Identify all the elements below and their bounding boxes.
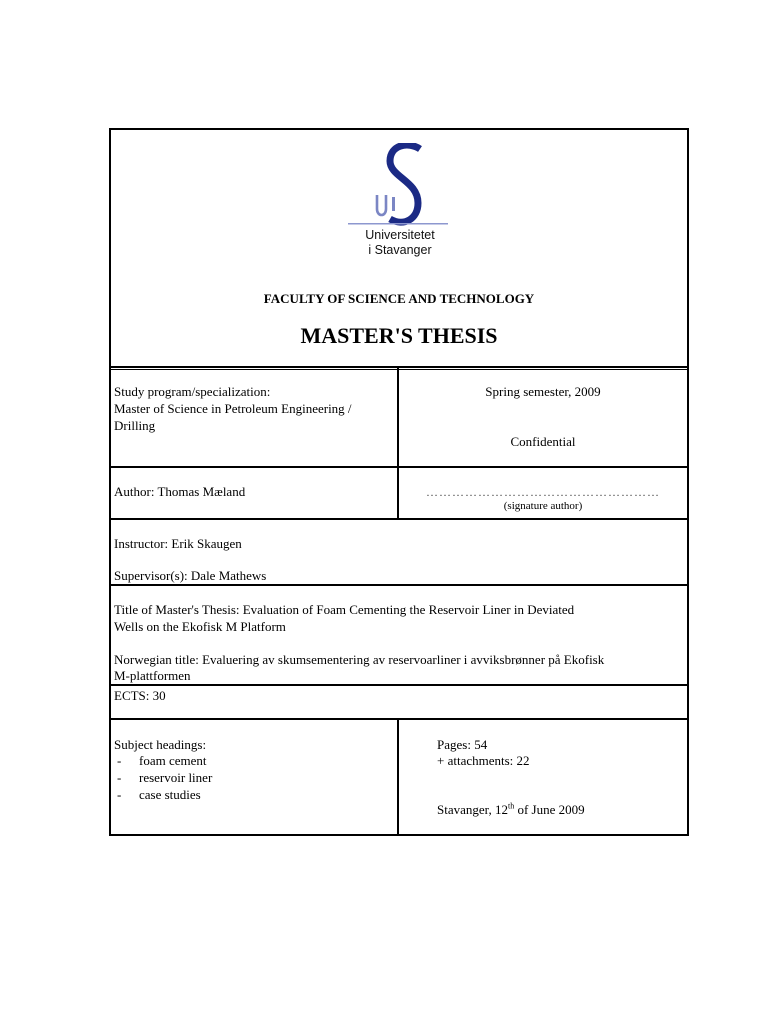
attachments-text: + attachments: 22 — [437, 753, 530, 768]
signature-line: ……………………………………………… — [426, 485, 660, 499]
subject-bullet: - — [117, 753, 122, 768]
row-divider — [109, 518, 689, 520]
signature-label: (signature author) — [503, 500, 583, 512]
row-divider — [109, 684, 689, 686]
place-date-text — [437, 802, 585, 818]
subject-item: foam cement — [139, 753, 207, 768]
faculty-heading: FACULTY OF SCIENCE AND TECHNOLOGY — [263, 291, 535, 306]
row-divider — [109, 584, 689, 586]
study-program-line1: Master of Science in Petroleum Engineering / — [114, 401, 352, 416]
confidential-text: Confidential — [510, 434, 576, 449]
thesis-title-line2: Wells on the Ekofisk M Platform — [114, 619, 286, 634]
norwegian-title-line1: Norwegian title: Evaluering av skumsementering av reservoarliner i avviksbrønner på Ekofisk — [114, 652, 605, 667]
subject-item: case studies — [139, 787, 201, 802]
row-divider — [109, 718, 689, 720]
subject-item: reservoir liner — [139, 770, 213, 785]
pages-text: Pages: 54 — [437, 737, 488, 752]
thesis-title-line1: Title of Master's Thesis: Evaluation of Foam Cementing the Reservoir Liner in Deviated — [114, 602, 575, 617]
row-divider — [109, 366, 689, 368]
column-divider — [397, 368, 399, 468]
row-divider — [109, 369, 689, 370]
row-divider — [109, 466, 689, 468]
norwegian-title-line2: M-plattformen — [114, 668, 191, 683]
column-divider — [397, 718, 399, 836]
page-title: MASTER'S THESIS — [300, 323, 498, 348]
supervisor-text: Supervisor(s): Dale Mathews — [114, 568, 267, 583]
date-suffix-sup: th — [507, 801, 515, 811]
subject-bullet: - — [117, 770, 122, 785]
subject-bullet: - — [117, 787, 122, 802]
instructor-text: Instructor: Erik Skaugen — [114, 536, 242, 551]
ects-text: ECTS: 30 — [114, 688, 166, 703]
logo-name-line1: Universitetet — [365, 228, 435, 242]
study-program-label: Study program/specialization: — [114, 384, 271, 399]
author-text: Author: Thomas Mæland — [114, 484, 246, 499]
place-date-suffix: of June 2009 — [514, 802, 585, 817]
logo-name-line2: i Stavanger — [368, 243, 432, 257]
semester-text: Spring semester, 2009 — [485, 384, 601, 399]
place-date-prefix: Stavanger, 12 — [437, 802, 508, 817]
study-program-line2: Drilling — [114, 418, 156, 433]
subject-headings-label: Subject headings: — [114, 737, 207, 752]
